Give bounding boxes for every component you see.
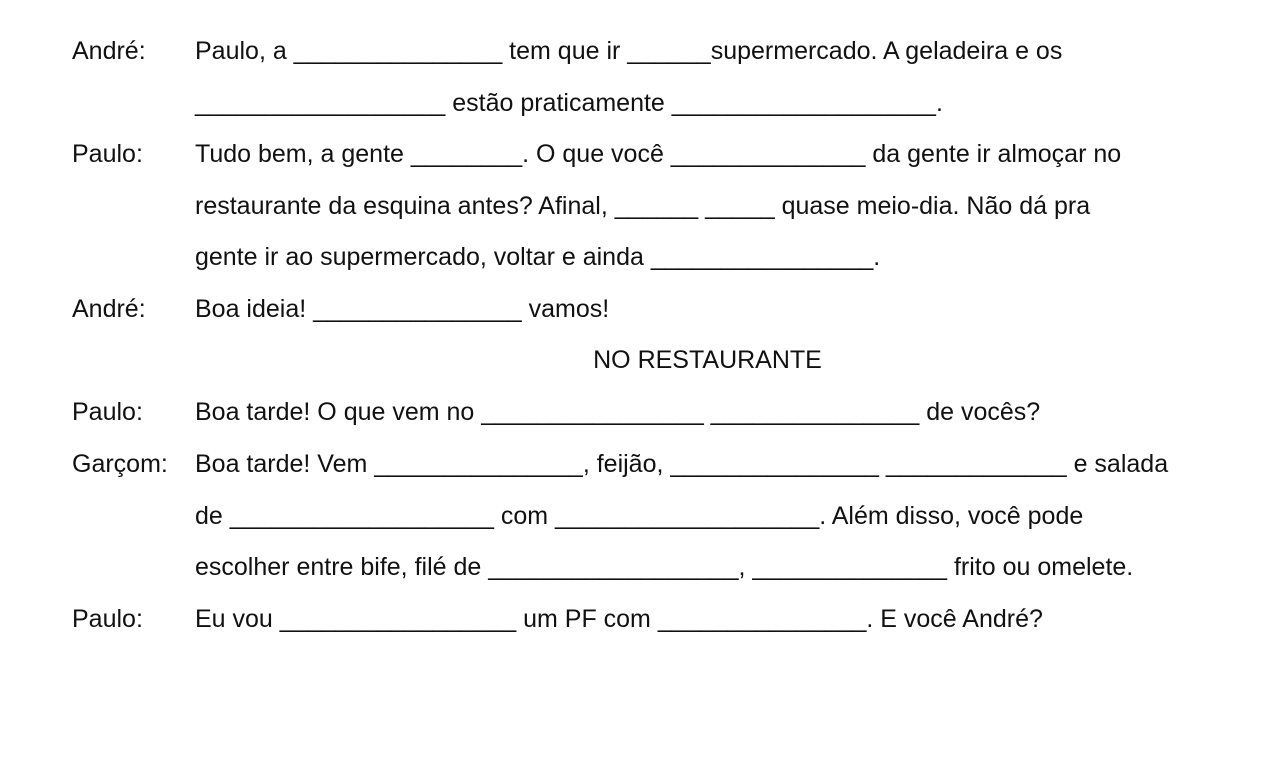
speaker-label: Garçom: [72, 450, 168, 478]
dialogue-text: Tudo bem, a gente ________. O que você ______________ da gente ir almoçar no [195, 140, 1122, 168]
dialogue-line [0, 186, 1091, 226]
dialogue-line [0, 392, 1041, 432]
speaker-label: André: [72, 37, 146, 65]
speaker-label: Paulo: [72, 140, 143, 168]
dialogue-text: Eu vou _________________ um PF com _______________. E você André? [195, 605, 1043, 633]
dialogue-line [0, 496, 1084, 536]
dialogue-line [0, 444, 1169, 484]
speaker-label: André: [72, 295, 146, 323]
dialogue-text: __________________ estão praticamente ___________________. [195, 89, 943, 117]
section-heading: NO RESTAURANTE [593, 346, 822, 374]
dialogue-text: Boa tarde! O que vem no ________________ _______________ de vocês? [195, 398, 1041, 426]
dialogue-line [0, 83, 943, 123]
dialogue-line [0, 31, 1063, 71]
dialogue-text: gente ir ao supermercado, voltar e ainda ________________. [195, 243, 881, 271]
dialogue-text: escolher entre bife, filé de __________________, ______________ frito ou omelete. [195, 553, 1134, 581]
dialogue-text: de ___________________ com ___________________. Além disso, você pode [195, 502, 1084, 530]
dialogue-line [0, 237, 881, 277]
dialogue-line [0, 547, 1134, 587]
dialogue-line [0, 289, 610, 329]
dialogue-text: restaurante da esquina antes? Afinal, ______ _____ quase meio-dia. Não dá pra [195, 192, 1091, 220]
speaker-label: Paulo: [72, 605, 143, 633]
speaker-label: Paulo: [72, 398, 143, 426]
dialogue-line [0, 134, 1122, 174]
dialogue-text: Boa ideia! _______________ vamos! [195, 295, 610, 323]
dialogue-text: Boa tarde! Vem _______________, feijão, _______________ _____________ e salada [195, 450, 1169, 478]
dialogue-line [0, 599, 1043, 639]
dialogue-text: Paulo, a _______________ tem que ir ______supermercado. A geladeira e os [195, 37, 1063, 65]
